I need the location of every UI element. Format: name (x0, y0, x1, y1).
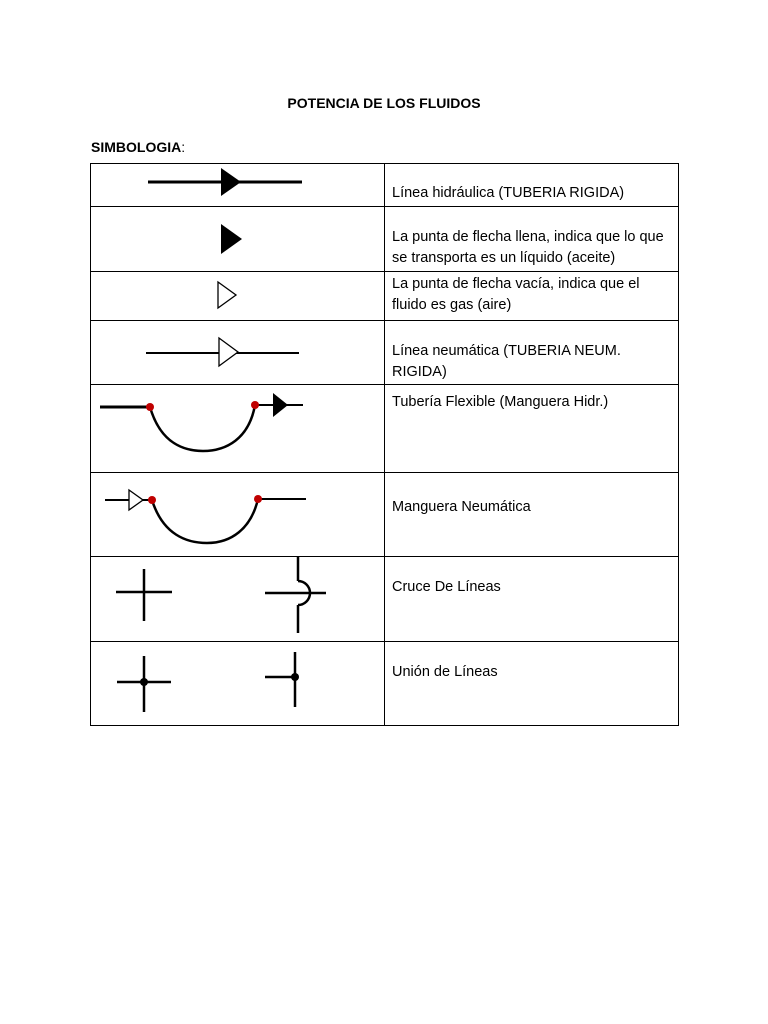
symbol-cell (91, 321, 385, 385)
table-row (91, 164, 679, 207)
description-cell: La punta de flecha llena, indica que lo que se transporta es un líquido (aceite) (385, 207, 679, 272)
page-title: POTENCIA DE LOS FLUIDOS (287, 95, 481, 111)
section-colon: : (181, 139, 186, 155)
line-junction-icon (91, 642, 384, 725)
section-heading (91, 139, 185, 155)
table-row (91, 385, 679, 473)
symbol-cell (91, 557, 385, 642)
flexible-hose-icon (91, 385, 384, 472)
line-crossing-icon (91, 557, 384, 641)
description-cell: Tubería Flexible (Manguera Hidr.) (385, 385, 679, 473)
pneumatic-line-icon (91, 321, 384, 384)
symbol-cell (91, 385, 385, 473)
symbol-cell (91, 207, 385, 272)
hollow-arrowhead-icon (91, 272, 384, 320)
table-row (91, 642, 679, 726)
description-cell: Cruce De Líneas (385, 557, 679, 642)
pneumatic-hose-icon (91, 473, 384, 556)
description-cell: La punta de flecha vacía, indica que el fluido es gas (aire) (385, 272, 679, 321)
table-row (91, 557, 679, 642)
table-row (91, 272, 679, 321)
section-label: SIMBOLOGIA (91, 139, 182, 155)
symbol-cell (91, 272, 385, 321)
symbol-table (90, 163, 679, 726)
filled-arrowhead-icon (91, 207, 384, 271)
symbol-cell (91, 164, 385, 207)
symbol-cell (91, 642, 385, 726)
description-cell: Unión de Líneas (385, 642, 679, 726)
table-row (91, 473, 679, 557)
symbol-cell (91, 473, 385, 557)
description-cell: Línea neumática (TUBERIA NEUM. RIGIDA) (385, 321, 679, 385)
description-cell: Línea hidráulica (TUBERIA RIGIDA) (385, 164, 679, 207)
table-row (91, 321, 679, 385)
description-cell: Manguera Neumática (385, 473, 679, 557)
hydraulic-line-icon (91, 164, 384, 206)
table-row (91, 207, 679, 272)
